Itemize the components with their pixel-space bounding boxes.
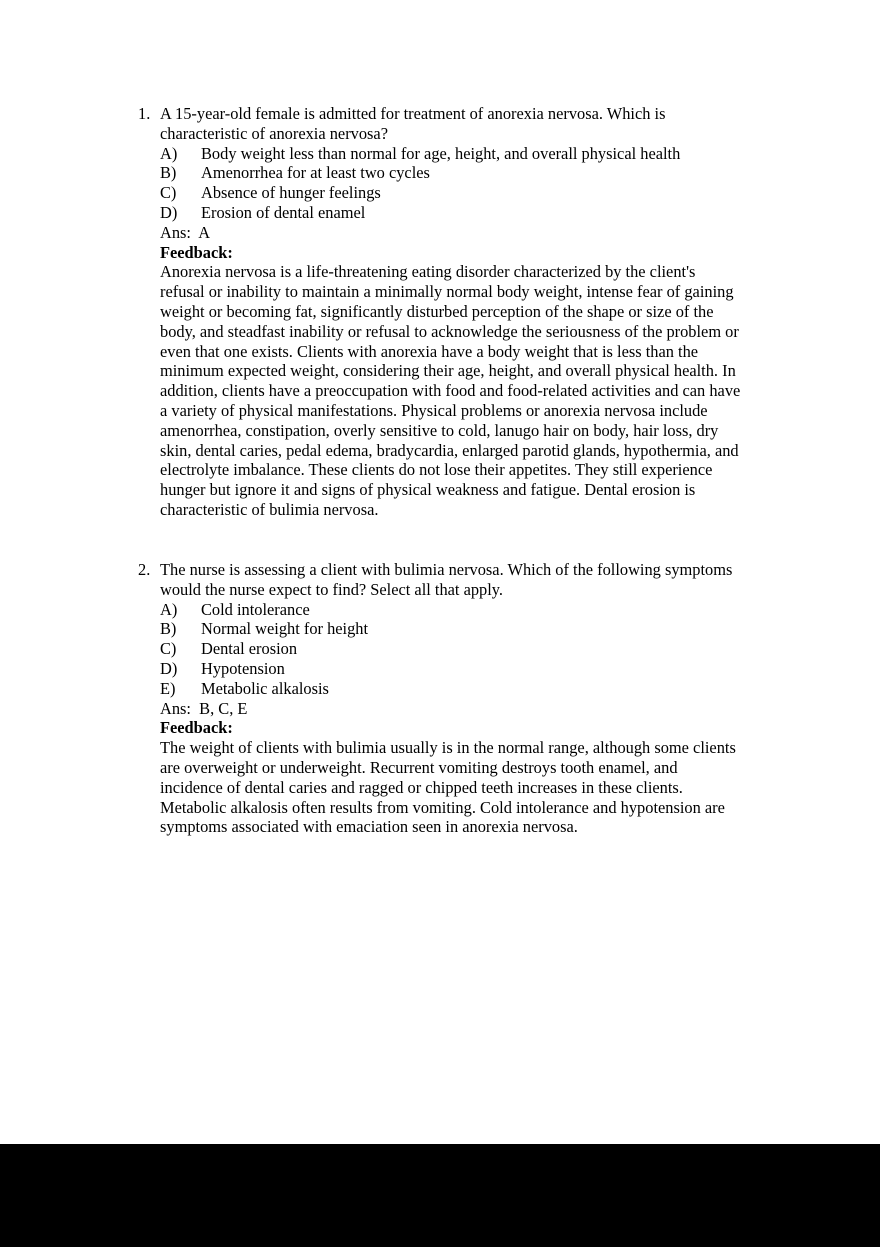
question-body [160, 560, 778, 837]
feedback-text [160, 738, 778, 837]
option-text: Normal weight for height [201, 619, 369, 639]
option-text: Metabolic alkalosis [201, 678, 329, 698]
answer-key: Ans: B, C, E [160, 698, 248, 718]
bottom-black-bar [0, 1144, 880, 1247]
feedback-line: body, and steadfast inability or refusal to acknowledge the seriousness of the problem or [160, 321, 739, 341]
answer-option-a [160, 600, 778, 620]
option-letter: B) [160, 619, 177, 639]
feedback-line: Metabolic alkalosis often results from vomiting. Cold intolerance and hypotension are [160, 797, 725, 817]
feedback-line: incidence of dental caries and ragged or chipped teeth increases in these clients. [160, 777, 683, 797]
feedback-line: skin, dental caries, pedal edema, bradycardia, enlarged parotid glands, hypothermia, and [160, 440, 739, 460]
question-stem-line: characteristic of anorexia nervosa? [160, 123, 388, 143]
option-letter: D) [160, 202, 178, 222]
question-stem-line: A 15-year-old female is admitted for treatment of anorexia nervosa. Which is [160, 104, 666, 123]
option-letter: B) [160, 163, 177, 183]
feedback-line: amenorrhea, constipation, overly sensitive to cold, lanugo hair on body, hair loss, dry [160, 420, 719, 440]
option-letter: C) [160, 639, 177, 659]
feedback-line: symptoms associated with emaciation seen in anorexia nervosa. [160, 817, 578, 837]
question-stem-line: would the nurse expect to find? Select all that apply. [160, 579, 504, 599]
question-body [160, 104, 778, 520]
option-letter: A) [160, 599, 178, 619]
question-2 [138, 560, 778, 837]
answer-option-d [160, 659, 778, 679]
question-stem-line: The nurse is assessing a client with bulimia nervosa. Which of the following symptoms [160, 560, 733, 579]
feedback-line: a variety of physical manifestations. Physical problems or anorexia nervosa include [160, 400, 708, 420]
option-text: Body weight less than normal for age, height, and overall physical health [201, 143, 681, 163]
option-text: Cold intolerance [201, 599, 310, 619]
feedback-line: minimum expected weight, considering their age, height, and overall physical health. In [160, 361, 736, 381]
answer-option-e [160, 679, 778, 699]
feedback-line: The weight of clients with bulimia usually is in the normal range, although some clients [160, 738, 736, 758]
option-letter: A) [160, 143, 178, 163]
option-text: Absence of hunger feelings [201, 183, 381, 203]
feedback-line: Anorexia nervosa is a life-threatening eating disorder characterized by the client's [160, 262, 696, 282]
question-number: 2. [138, 560, 151, 579]
feedback-line: weight or becoming fat, significantly disturbed perception of the shape or size of the [160, 301, 714, 321]
feedback-line: refusal or inability to maintain a minimally normal body weight, intense fear of gaining [160, 282, 734, 302]
option-text: Amenorrhea for at least two cycles [201, 163, 430, 183]
option-text: Erosion of dental enamel [201, 202, 366, 222]
feedback-line: even that one exists. Clients with anorexia have a body weight that is less than the [160, 341, 699, 361]
question-1 [138, 104, 778, 520]
question-number: 1. [138, 104, 151, 123]
option-text: Hypotension [201, 658, 285, 678]
feedback-line: hunger but ignore it and signs of physical weakness and fatigue. Dental erosion is [160, 480, 696, 500]
option-letter: C) [160, 183, 177, 203]
option-letter: E) [160, 678, 176, 698]
answer-key: Ans: A [160, 222, 211, 242]
answer-option-c [160, 183, 778, 203]
answer-option-d [160, 203, 778, 223]
answer-option-b [160, 163, 778, 183]
feedback-line: electrolyte imbalance. These clients do not lose their appetites. They still experience [160, 460, 713, 480]
answer-option-c [160, 639, 778, 659]
option-letter: D) [160, 658, 178, 678]
feedback-heading: Feedback: [160, 242, 233, 262]
feedback-line: characteristic of bulimia nervosa. [160, 499, 379, 519]
option-text: Dental erosion [201, 639, 298, 659]
feedback-heading: Feedback: [160, 718, 233, 738]
feedback-line: are overweight or underweight. Recurrent vomiting destroys tooth enamel, and [160, 757, 678, 777]
feedback-line: addition, clients have a preoccupation with food and food-related activities and can have [160, 381, 741, 401]
answer-option-a [160, 144, 778, 164]
answer-option-b [160, 619, 778, 639]
feedback-text [160, 262, 778, 519]
